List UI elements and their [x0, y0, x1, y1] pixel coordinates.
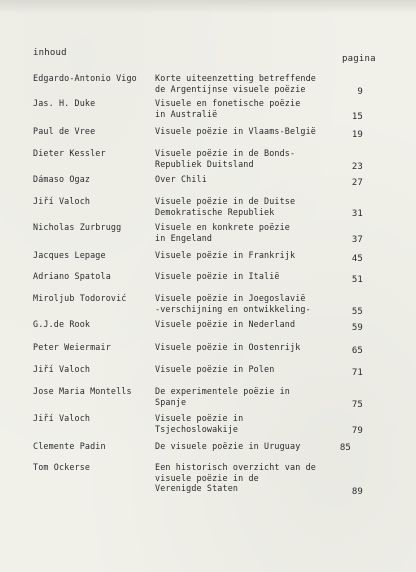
toc-page-number: 71	[351, 368, 363, 378]
contents-heading: inhoud	[33, 48, 67, 58]
toc-title	[155, 73, 335, 94]
toc-title	[155, 271, 335, 282]
toc-title	[155, 364, 335, 375]
toc-title-line: De visuele poëzie in Uruguay	[155, 441, 301, 451]
toc-title-line: in Engeland	[155, 232, 213, 243]
toc-author: Tom Ockerse	[33, 462, 91, 472]
toc-author: Paul de Vree	[33, 126, 96, 136]
toc-title-line: Visuele en fonetische poëzie	[155, 98, 301, 108]
toc-title-line: Visuele poëzie in Italië	[155, 271, 280, 281]
toc-title-line: De experimentele poëzie in	[155, 386, 290, 396]
toc-author: Jiří Valoch	[33, 413, 91, 423]
toc-author: Dámaso Ogaz	[33, 174, 91, 184]
toc-title	[155, 148, 335, 169]
toc-page-number: 75	[351, 400, 363, 410]
toc-title	[155, 342, 335, 353]
toc-page-number: 19	[351, 130, 363, 140]
toc-title-line: Korte uiteenzetting betreffende	[155, 73, 316, 83]
toc-title-line: Verenigde Staten	[155, 483, 239, 493]
toc-author: Jiří Valoch	[33, 196, 91, 206]
toc-title	[155, 441, 335, 452]
toc-title	[155, 174, 335, 185]
toc-author: Jose Maria Montells	[33, 386, 132, 396]
toc-author: Nicholas Zurbrugg	[33, 222, 122, 232]
toc-page-number: 85	[339, 443, 351, 453]
toc-title	[155, 196, 335, 217]
toc-page-number: 23	[351, 162, 363, 172]
toc-author: Dieter Kessler	[33, 148, 106, 158]
toc-title	[155, 250, 335, 261]
toc-page-number: 37	[351, 235, 363, 245]
toc-author: Edgardo-Antonio Vigo	[33, 73, 137, 83]
toc-title-line: Visuele poëzie in Frankrijk	[155, 250, 296, 260]
page-column-heading: pagina	[342, 54, 376, 64]
toc-title-line: in Australië	[155, 108, 218, 119]
toc-page-number: 89	[351, 487, 363, 497]
toc-title-line: visuele poëzie in de	[155, 472, 259, 483]
toc-page-number: 59	[351, 323, 363, 333]
toc-title-line: Republiek Duitsland	[155, 158, 254, 169]
toc-title	[155, 126, 335, 137]
toc-title	[155, 319, 335, 330]
toc-title-line: -verschijning en ontwikkeling-	[155, 303, 311, 314]
toc-page-number: 9	[357, 87, 363, 97]
toc-title-line: Visuele poëzie in Oostenrijk	[155, 342, 301, 352]
toc-author: Peter Weiermair	[33, 342, 111, 352]
toc-title-line: Visuele poëzie in Joegoslavië	[155, 293, 306, 303]
toc-title	[155, 98, 335, 119]
toc-title-line: Spanje	[155, 396, 187, 407]
toc-page-number: 65	[351, 346, 363, 356]
toc-title	[155, 462, 335, 494]
toc-author: Jiří Valoch	[33, 364, 91, 374]
toc-title-line: Over Chili	[155, 174, 207, 184]
toc-title-line: Een historisch overzicht van de	[155, 462, 316, 472]
toc-title-line: Visuele poëzie in de Bonds-	[155, 148, 296, 158]
toc-title	[155, 293, 335, 314]
toc-title-line: Visuele poëzie in Vlaams-België	[155, 126, 316, 136]
scan-shadow	[0, 0, 416, 14]
toc-title-line: de Argentijnse visuele poëzie	[155, 83, 306, 94]
toc-title	[155, 222, 335, 243]
toc-title	[155, 386, 335, 407]
toc-title	[155, 413, 335, 434]
toc-page-number: 55	[351, 307, 363, 317]
toc-page-number: 51	[351, 275, 363, 285]
toc-page-number: 15	[351, 112, 363, 122]
toc-page-number: 79	[351, 426, 363, 436]
toc-title-line: Visuele poëzie in Nederland	[155, 319, 296, 329]
toc-author: Clemente Padin	[33, 441, 106, 451]
toc-page-number: 45	[351, 254, 363, 264]
toc-title-line: Visuele poëzie in Polen	[155, 364, 275, 374]
toc-author: Jacques Lepage	[33, 250, 106, 260]
toc-author: Jas. H. Duke	[33, 98, 96, 108]
toc-title-line: Visuele en konkrete poëzie	[155, 222, 290, 232]
toc-author: G.J.de Rook	[33, 319, 91, 329]
toc-page-number: 27	[351, 178, 363, 188]
toc-title-line: Visuele poëzie in de Duitse	[155, 196, 296, 206]
toc-title-line: Tsjechoslowakije	[155, 423, 239, 434]
toc-author: Adriano Spatola	[33, 271, 111, 281]
toc-author: Miroljub Todorović	[33, 293, 127, 303]
toc-title-line: Visuele poëzie in	[155, 413, 244, 423]
toc-page-number: 31	[351, 209, 363, 219]
toc-title-line: Demokratische Republiek	[155, 206, 275, 217]
